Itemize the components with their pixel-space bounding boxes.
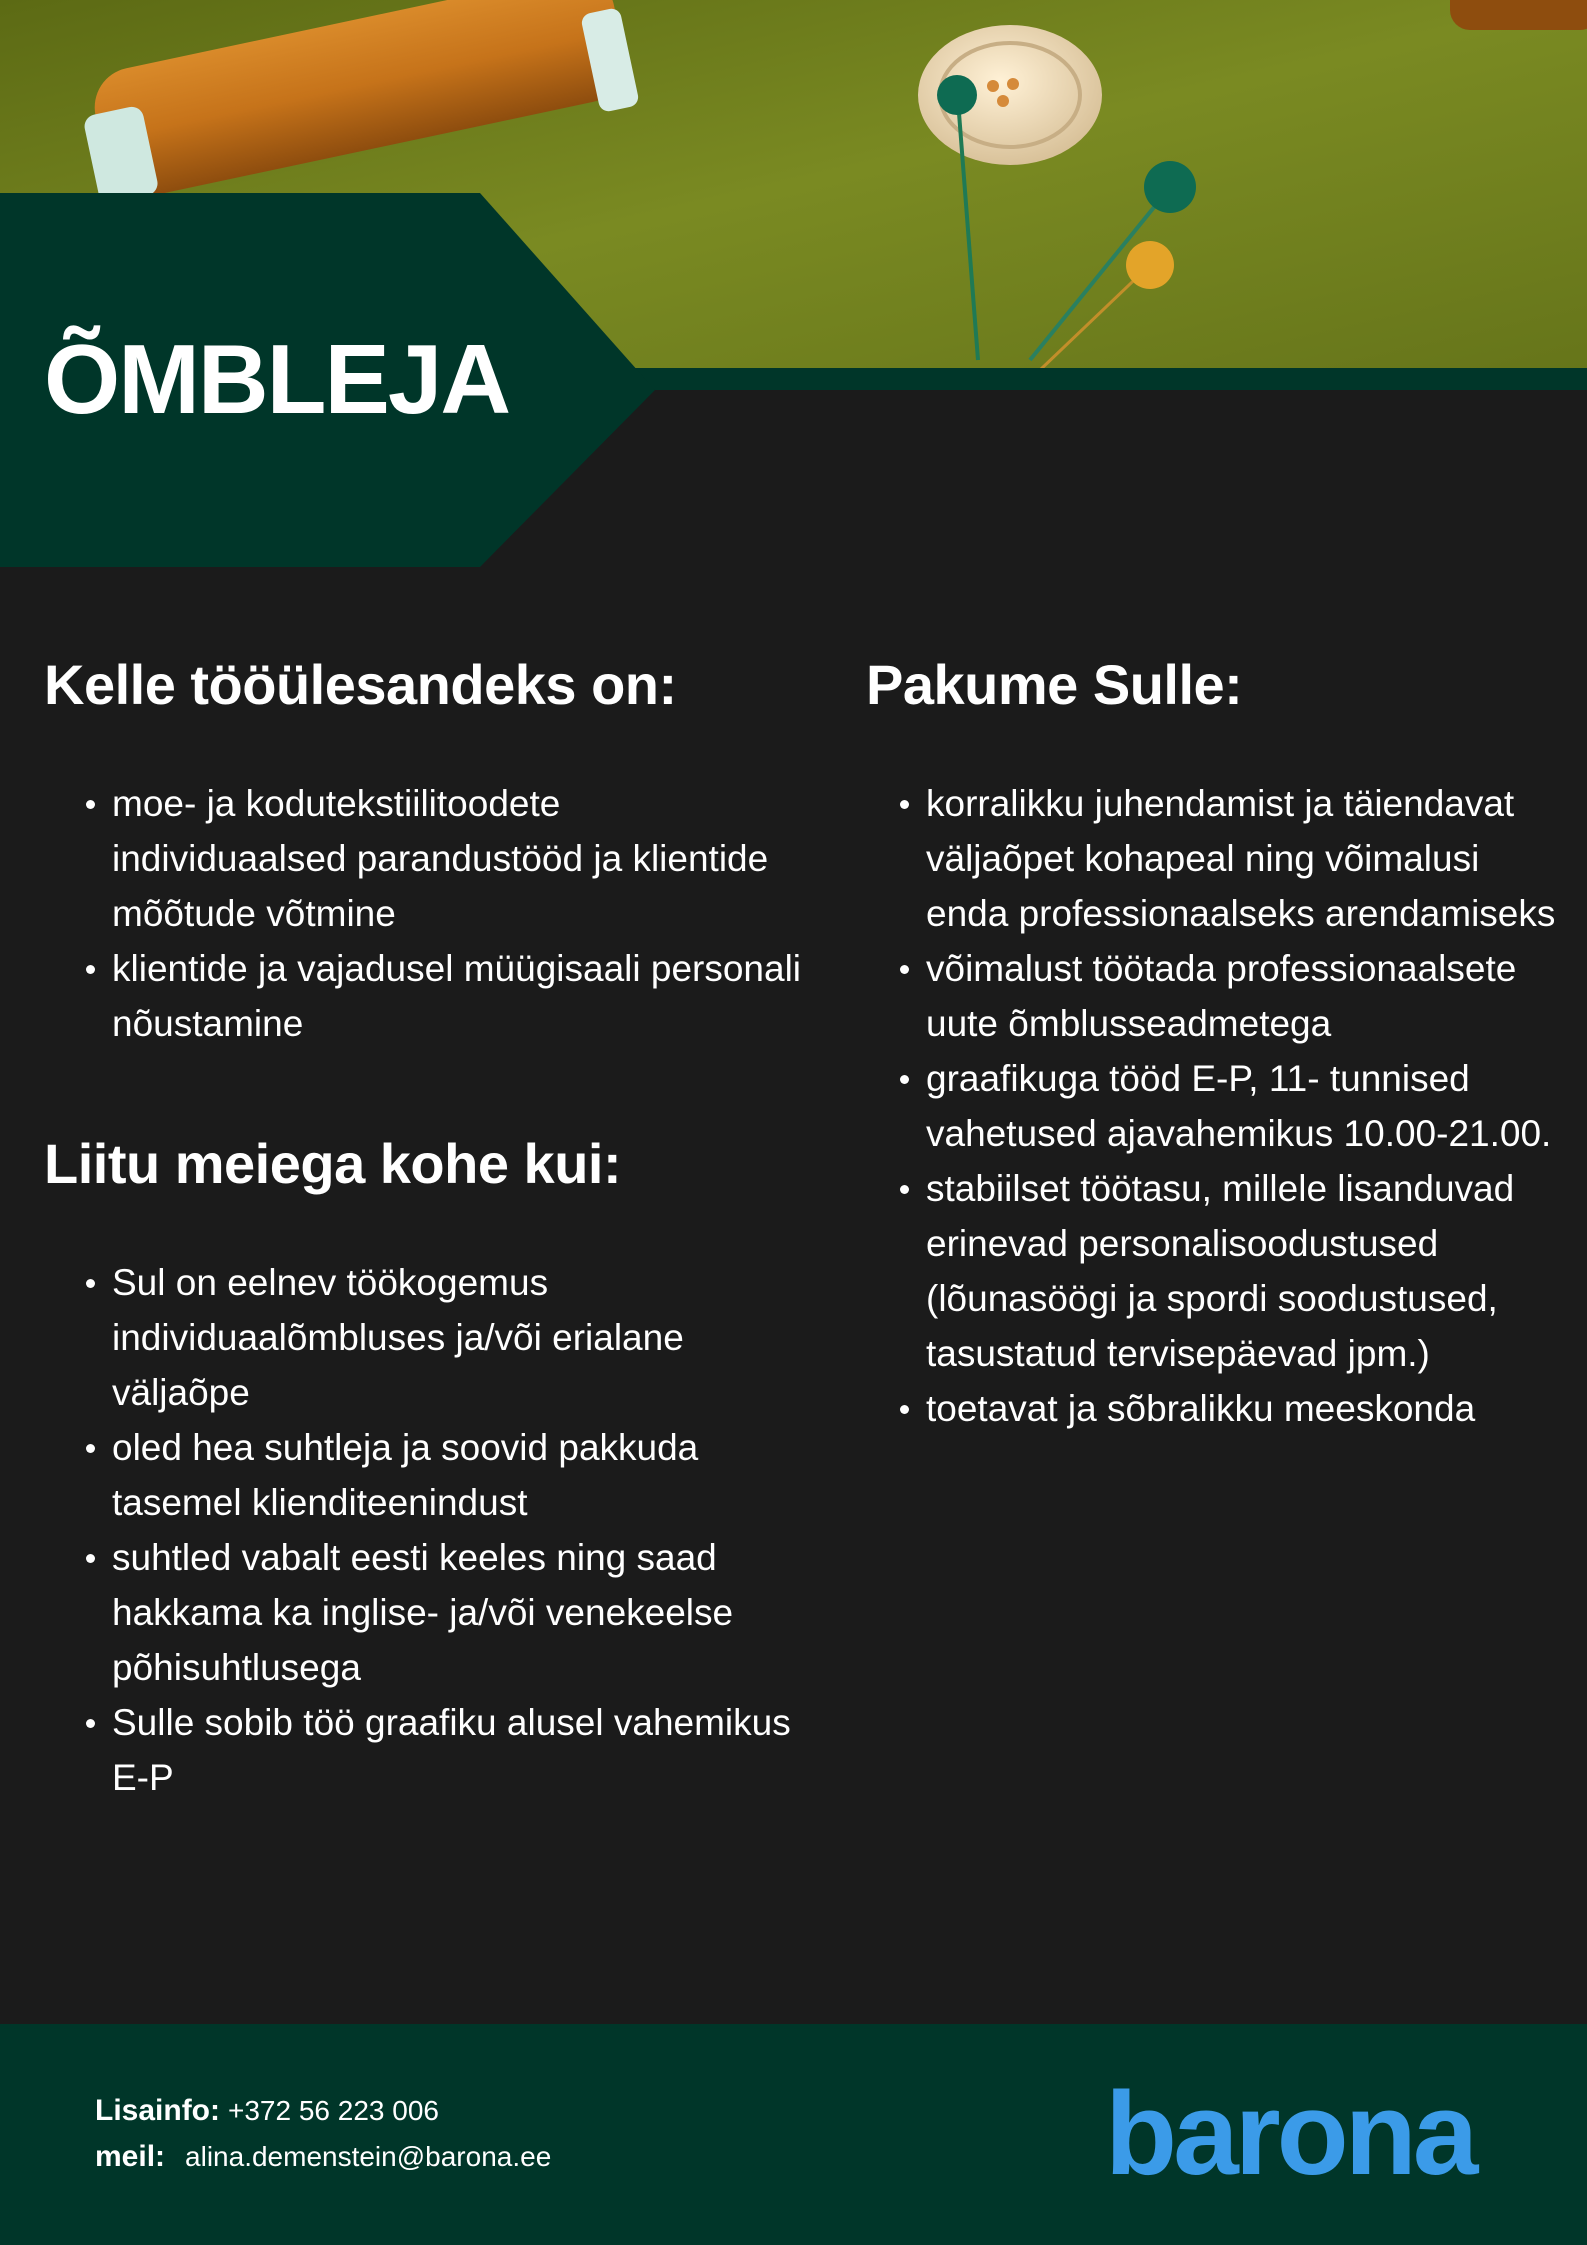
list-item: graafikuga tööd E-P, 11- tunnised vahetused ajavahemikus 10.00-21.00. xyxy=(926,1051,1566,1161)
list-item: klientide ja vajadusel müügisaali personali nõustamine xyxy=(112,941,804,1051)
list-item: oled hea suhtleja ja soovid pakkuda tasemel klienditeenindust xyxy=(112,1420,804,1530)
list-item: Sulle sobib töö graafiku alusel vahemikus E-P xyxy=(112,1695,804,1805)
requirements-heading: Liitu meiega kohe kui: xyxy=(44,1132,622,1195)
email-label: meil: xyxy=(95,2140,166,2173)
requirements-section xyxy=(44,1129,804,1805)
list-item: võimalust töötada professionaalsete uute õmblusseadmetega xyxy=(926,941,1566,1051)
offer-section xyxy=(866,650,1566,1436)
footer xyxy=(0,2024,1587,2245)
right-column xyxy=(866,650,1566,1436)
list-item: toetavat ja sõbralikku meeskonda xyxy=(926,1381,1566,1436)
list-item: korralikku juhendamist ja täiendavat väljaõpet kohapeal ning võimalusi enda professionaalseks arendamiseks xyxy=(926,776,1566,941)
responsibilities-list xyxy=(44,776,804,1051)
list-item: stabiilset töötasu, millele lisanduvad erinevad personalisoodustused (lõunasöögi ja spordi soodustused, tasustatud tervisepäevad jpm.) xyxy=(926,1161,1566,1381)
phone-row xyxy=(95,2088,551,2134)
phone-label: Lisainfo: xyxy=(95,2094,220,2127)
requirements-list xyxy=(44,1255,804,1805)
contact-info xyxy=(95,2088,551,2180)
list-item: suhtled vabalt eesti keeles ning saad hakkama ka inglise- ja/või venekeelse põhisuhtlusega xyxy=(112,1530,804,1695)
list-item: Sul on eelnev töökogemus individuaalõmbluses ja/või erialane väljaõpe xyxy=(112,1255,804,1420)
left-column xyxy=(44,650,804,1805)
barona-logo xyxy=(1105,2084,1525,2194)
page-title: ÕMBLEJA xyxy=(44,324,510,434)
email-row xyxy=(95,2134,551,2180)
offer-list xyxy=(866,776,1566,1436)
responsibilities-section xyxy=(44,650,804,1051)
sewing-photo xyxy=(0,0,1587,570)
responsibilities-heading: Kelle tööülesandeks on: xyxy=(44,653,677,716)
email-address[interactable]: alina.demenstein@barona.ee xyxy=(185,2141,552,2172)
hero-banner xyxy=(0,0,1587,570)
phone-number[interactable]: +372 56 223 006 xyxy=(228,2095,439,2126)
logo-text: barona xyxy=(1105,2084,1475,2194)
list-item: moe- ja kodutekstiilitoodete individuaalsed parandustööd ja klientide mõõtude võtmine xyxy=(112,776,804,941)
offer-heading: Pakume Sulle: xyxy=(866,653,1243,716)
